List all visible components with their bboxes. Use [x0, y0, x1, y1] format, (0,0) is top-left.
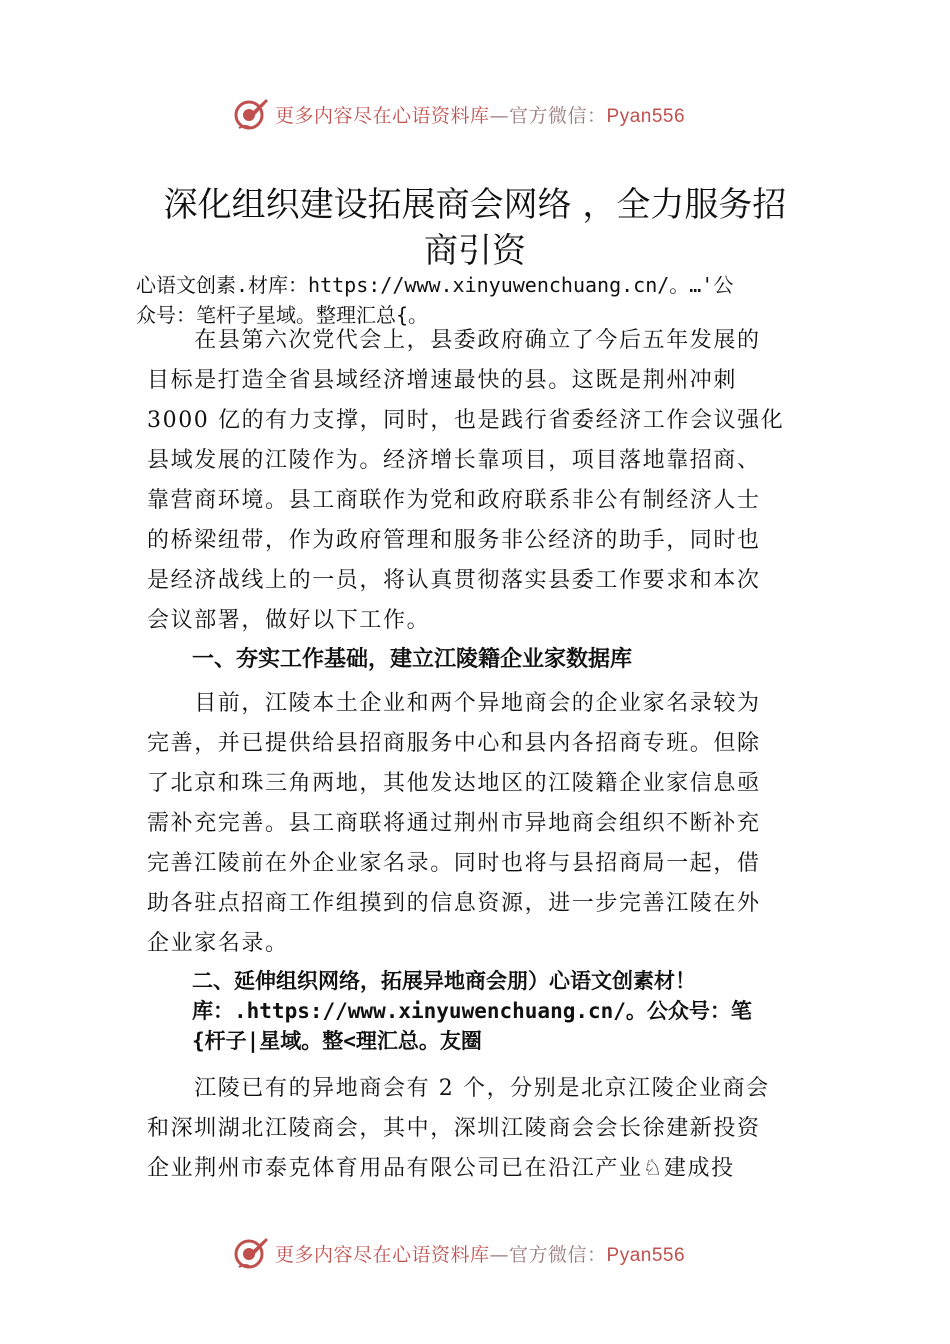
- pen-logo-icon: [233, 1235, 269, 1271]
- paragraph-section-1: 目前，江陵本土企业和两个异地商会的企业家名录较为 完善，并已提供给县招商服务中心和县内各招商专班。但除 了北京和珠三角两地，其他发达地区的江陵籍企业家信息亟 需补充完善。县工商联将通过荆州市异地商会组织不断补充 完善江陵前在外企业家名录。同时也将与县招商局一起，借 助各驻点招商工作组摸到的信息资源，进一步完善江陵在外 企业家名录。: [147, 691, 761, 956]
- header-banner[interactable]: [233, 96, 685, 132]
- section-heading-2: 二、延伸组织网络，拓展异地商会朋）心语文创素材！ 库：.https://www.xinyuwenchuang.cn/。公众号：笔 {杆子|星域。整<理汇总。友圈: [192, 969, 752, 1053]
- section-heading-1: 一、夯实工作基础，建立江陵籍企业家数据库: [192, 647, 633, 672]
- banner-text: 更多内容尽在心语资料库—官方微信：Pyan556: [275, 1243, 686, 1266]
- paragraph-intro: 在县第六次党代会上，县委政府确立了今后五年发展的 目标是打造全省县域经济增速最快的县。这既是荆州冲刺 3000 亿的有力支撑，同时，也是践行省委经济工作会议强化 县域发展的江陵作为。经济增长靠项目，项目落地靠招商、 靠营商环境。县工商联作为党和政府联系非公有制经济人士 的桥梁纽带，作为政府管理和服务非公经济的助手，同时也 是经济战线上的一员，将认真贯彻落实县委工作要求和本次 会议部署，做好以下工作。: [147, 328, 785, 633]
- page-title: 深化组织建设拓展商会网络 ，全力服务招 商引资: [163, 185, 787, 271]
- banner-text: 更多内容尽在心语资料库—官方微信：Pyan556: [275, 104, 686, 127]
- pen-logo-icon: [233, 96, 269, 132]
- footer-banner[interactable]: [233, 1235, 685, 1271]
- source-note: 心语文创素.材库：https://www.xinyuwenchuang.cn/。…'公 众号：笔杆子星域。整理汇总{。: [136, 273, 734, 327]
- paragraph-section-2: 江陵已有的异地商会有 2 个，分别是北京江陵企业商会 和深圳湖北江陵商会，其中，深圳江陵商会会长徐建新投资 企业荆州市泰克体育用品有限公司已在沿江产业♘建成投: [147, 1076, 770, 1181]
